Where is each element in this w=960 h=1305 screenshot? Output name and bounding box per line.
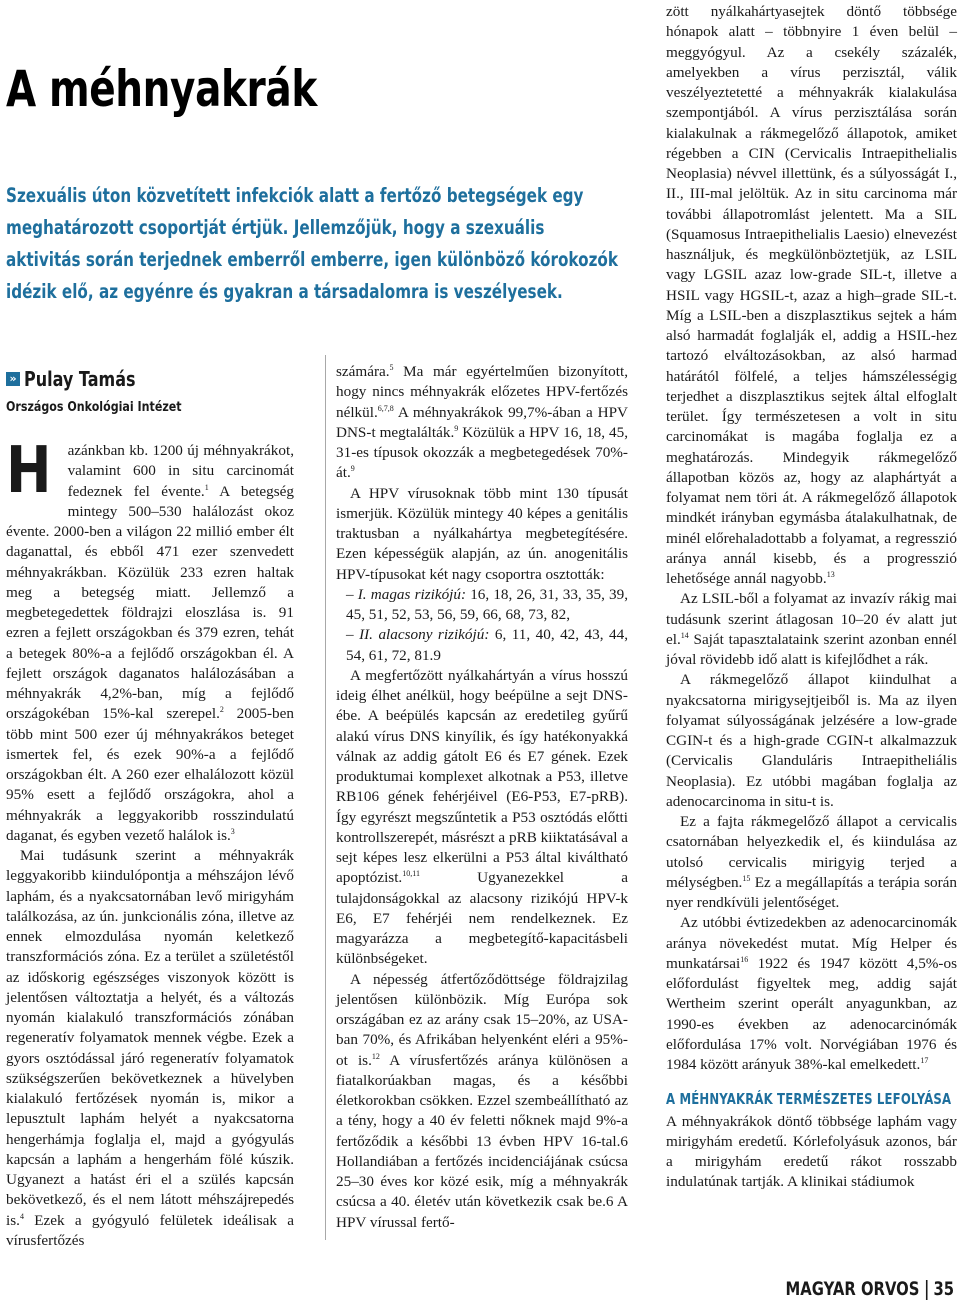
reference-mark: 2 (219, 705, 224, 715)
reference-mark: 10,11 (402, 869, 420, 879)
author-block (6, 367, 326, 415)
text-run: Saját tapasztalataink szerint azonban ennél jóval rövidebb idő alatt is kifejlődhet a rák. (666, 630, 957, 668)
text-run: A méhnyakrákok 99,7%-ában a HPV DNS-t megtalálták. (336, 403, 628, 441)
footer-separator (926, 1280, 928, 1300)
reference-mark: 15 (742, 873, 751, 883)
column-1 (6, 434, 294, 1251)
section-heading: A MÉHNYAKRÁK TERMÉSZETES LEFOLYÁSA (666, 1090, 952, 1109)
reference-mark: 14 (680, 630, 689, 640)
column-2 (336, 362, 628, 1233)
col2-paragraph-3 (336, 666, 628, 970)
author-line (6, 367, 326, 391)
text-run: A népesség átfertőződöttsége földrajzilag jelentősen különbözik. Míg Európa sok országában ez az arány csak 15–20%, az USA-ban 70%, és Afrikában helyenként eléri a 95%-ot is. (336, 970, 628, 1069)
list-label: – I. magas rizikójú: (346, 585, 467, 603)
reference-mark: 1 (204, 482, 209, 492)
author-institution: Országos Onkológiai Intézet (6, 399, 182, 415)
text-run: Mai tudásunk szerint a méhnyakrák leggyakoribb kiindulópontja a méhszájon lévő laphám, és a nyakcsatornában levő mirigyhám találkozása, az ún. junkcionális zóna, illetve az ennek elmozdulása nyomán keletkező transzformációs zóna. Ez a terület a születéstől az időskorig egészséges viszonyok között is jelentősen változtatja a helyét, és a változás nyomán kialakuló transzformációs zónában regeneratív folyamatok mennek végbe. Ezek a gyors osztódással járó regeneratív folyamatok szükségszerűen bekövetkeznek a hüvelyben kialakuló fertőzések nyomán is, mikor a lepusztult laphám helyét a nyakcsatorna hengerhámja foglalja el, majd a gyógyulás kapcsán a laphám a hengerhám fölé kúszik. Ugyanezt a hatást éri el a szülés kapcsán bekövetkező, és el nem látott méhszájrepedés is. (6, 847, 294, 1229)
reference-mark: 12 (371, 1051, 380, 1061)
text-run: 16, 18, 26, 31, 33, 35, 39, 45, 51, 52, 53, 56, 59, 66, 68, 73, 82, (346, 585, 629, 623)
list-item (336, 625, 628, 666)
journal-name: MAGYAR ORVOS (785, 1278, 920, 1300)
col3-paragraph-5: A méhnyakrákok döntő többsége laphám vagy mirigyhám eredetű. Kórlefolyásuk azonos, bár a mirigyhám eredetű rákot rosszabb indulatúnak tartják. A klinikai stádiumok (666, 1112, 957, 1191)
article-lead: Szexuális úton közvetített infekciók alatt a fertőző betegségek egy meghatározott csoportját értjük. Jellemzőjük, hogy a szexuális aktivitás során terjednek emberről emberre, igen különböző kórokozók idézik elő, az egyénre és gyakran a társadalomra is veszélyesek. (6, 184, 619, 303)
page-footer (785, 1278, 954, 1300)
text-run: zött nyálkahártyasejtek döntő többsége hónapok alatt – többnyire 1 éven belül – meggyógyul. Az a csekély százalék, amelyekben a vírus perzisztál, válik veszélyeztetetté a méhnyakrák kialakulása szempontjából. A vírus perzisztálása során kialakulnak a rákmegelőző állapotok, amiket régebben a CIN (Cervicalis Intraepithelialis Neoplasia) névvel illettünk, és a súlyosságát I., II., III-mal jelöltük. Az in situ carcinoma már további állapotromlást jelentett. Ma a SIL (Squamosus Intraepithelialis Laesio) elnevezést használjuk, és megkülönböztetjük, az LSIL vagy LGSIL azaz low-grade SIL-t, illetve a HSIL vagy HGSIL-t, azaz a high–grade SIL-t. Míg a LSIL-ben a diszplasztikus sejtek a hám alsó harmadát foglalják el, addig a HSIL-hez tartozó elváltozásokban, az alsó harmad határától fölfelé, a teljes hámszélességig terjedhet a diszplasztikus sejtek által elfoglalt terület. Így természetesen a volt in situ carcinomákat is magába foglalja ez a meghatározás. Mindegyik rákmegelőző állapotban közös az, hogy az alaphártyát a folyamat nem töri át. A rákmegelőző állapotok mindkét irányban egymásba átalakulhatnak, de minél előrehaladottabb a folyamat, a regresszió aránya annál kisebb, és a progresszió lehetősége annál nagyobb. (666, 3, 957, 587)
list-label: – II. alacsony rizikójú: (346, 626, 490, 644)
col2-paragraph-1 (336, 362, 628, 484)
text-run: számára. (336, 363, 390, 380)
col1-paragraph-1 (6, 434, 294, 846)
col3-paragraph-0 (666, 2, 957, 589)
text-run: 6, 11, 40, 42, 43, 44, 54, 61, 72, 81.9 (346, 626, 628, 664)
column-3 (666, 2, 957, 1193)
lead-container (6, 180, 619, 308)
reference-mark: 3 (230, 826, 235, 836)
reference-mark: 16 (740, 954, 749, 964)
author-marker-icon: » (6, 372, 20, 386)
col3-paragraph-1 (666, 589, 957, 670)
col3-paragraph-3 (666, 812, 957, 913)
drop-cap: H (6, 434, 52, 508)
page-number: 35 (933, 1278, 954, 1300)
text-run: azánkban kb. 1200 új méhnyakrákot, valamint 600 in situ carcinomát fedeznek fel évente. (67, 442, 294, 500)
column-divider (325, 355, 326, 1240)
text-run: A megfertőzött nyálkahártyán a vírus hosszú ideig élhet anélkül, hogy beépülne a sejt DNS-ébe. A beépülés kapcsán az eredetileg gyűrű alakú vírus DNS kinyílik, és így hatékonyakká válnak az addig gátolt E6 és E7 gének. Ezek produktumai komplexet alkotnak a P53, illetve RB106 gének fehérjéivel (E6-P53, E7-pRB). Így egyrészt megszűntetik a P53 osztódás előtti kontrollszerepét, másrészt a pRB kiiktatásával a sejt képes lesz elkerülni a P53 által kiváltható apoptózist. (336, 666, 628, 887)
col2-paragraph-4 (336, 970, 628, 1233)
text-run: 1922 és 1947 között 4,5%-os előfordulást figyeltek meg, addig saját Wertheim szerint operált anyagunkban, az 1990-es években az adenocarcinómák előfordulása 17% volt. Norvégiában 1976 és 1984 között arányuk 38%-kal emelkedett. (666, 954, 957, 1073)
reference-mark: 5 (389, 362, 394, 372)
author-name: Pulay Tamás (24, 367, 136, 391)
list-item (336, 585, 628, 626)
reference-mark: 17 (920, 1055, 929, 1065)
reference-mark: 4 (19, 1211, 24, 1221)
reference-mark: 9 (454, 423, 459, 433)
text-run: A betegség mintegy 500–530 halálozást okoz évente. 2000-ben a világon 22 millió ember élt daganattal, és ebből 471 ezer szenvedett méhnyakrákban. Közülük 233 ezren haltak meg a betegség miatt. Jellemző a megbetegedettek földrajzi eloszlása is. 91 ezren a fejlett országokban és 379 ezren, tehát a betegek 80%-a a fejlődő országokban él. A fejlett országok daganatos halálozásában a méhnyakrák 4,2%-ban, míg a fejlődő országokéban 15%-kal szerepel. (6, 482, 294, 723)
text-run: Ma már egyértelműen bizonyított, hogy nincs méhnyakrák előzetes HPV-fertőzés nélkül. (336, 363, 628, 421)
text-run: Közülük a HPV 16, 18, 45, 31-es típusok okozzák a megbetegedések 70%-át. (336, 423, 628, 482)
text-run: Ezek a gyógyuló felületek ideálisak a vírusfertőzés (6, 1211, 294, 1249)
reference-mark: 6,7,8 (377, 403, 394, 413)
text-run: Az utóbbi évtizedekben az adenocarcinomák aránya növekedést mutat. Míg Helper és munkatársai (666, 914, 957, 972)
article-title: A méhnyakrák (6, 60, 317, 118)
text-run: Ugyanezekkel a tulajdonságokkal az alacsony rizikójú HPV-k E6, E7 fehérjéi nem rendelkeznek. Ez magyarázza a megbetegítő-kapacitásbeli különbségeket. (336, 869, 628, 968)
text-run: Az LSIL-ből a folyamat az invazív rákig mai tudásunk szerint átlagosan 10–20 év alatt jut el. (666, 590, 957, 648)
text-run: 2005-ben több mint 500 ezer új méhnyakrákos beteget ismertek fel, és ezek 90%-a a fejlődő országokban élt. A 260 ezer elhalálozott közül 95% esett a fejlődő országokra, ahol a méhnyakrák a leggyakoribb rosszindulatú daganat, és egyben vezető halálok is. (6, 705, 294, 844)
col2-paragraph-2: A HPV vírusoknak több mint 130 típusát ismerjük. Közülük mintegy 40 képes a genitális traktusban a nyálkahártya megbetegítésére. Ezen képességük alapján, az ún. anogenitális HPV-típusokat két nagy csoportra osztották: (336, 484, 628, 583)
col3-paragraph-4 (666, 913, 957, 1075)
text-run: Ez a fajta rákmegelőző állapot a cervicalis csatornában helyezkedik el, és kiindulása az utolsó cervicalis mirigyig terjed a mélységben. (666, 813, 957, 891)
col3-paragraph-2: A rákmegelőző állapot kiindulhat a nyakcsatorna mirigysejtjeiből is. Ma az ilyen folyamat súlyosságának jelzésére a low-grade CGIN-t és a high-grade CGIN-t alkalmazzuk (Cervicalis Glanduláris Intraepitheliális Neoplasia). Ez utóbbi magában foglalja az adenocarcinoma in situ-t is. (666, 671, 957, 810)
reference-mark: 9 (350, 464, 355, 474)
reference-mark: 13 (826, 569, 835, 579)
text-run: A vírusfertőzés aránya különösen a fiatalkorúakban magas, és a későbbi életkorokban csökken. Ezzel szembeállítható az a tény, hogy a 40 év feletti nőknek majd 9%-a fertőződik a későbbi 13 évben HPV 16-tal.6 Hollandiában a fertőzés incidenciájának csúcsa 25–30 éves kor közé esik, míg a méhnyakrák csúcsa a 40. életév után következik csak be.6 A HPV vírussal fertő- (336, 1051, 628, 1231)
text-run: Ez a megállapítás a terápia során nyer rendkívüli jelentőséget. (666, 873, 957, 911)
col1-paragraph-2 (6, 846, 294, 1251)
